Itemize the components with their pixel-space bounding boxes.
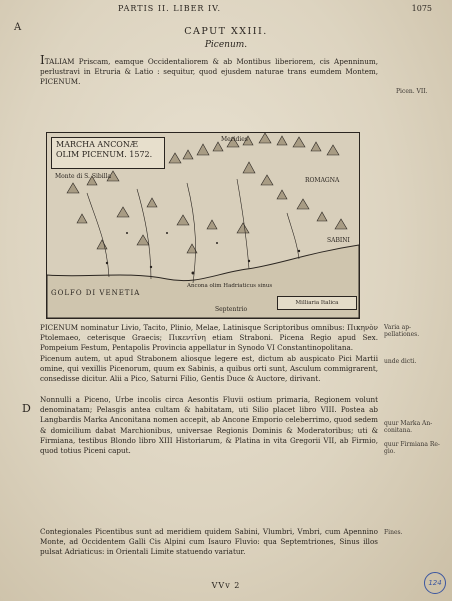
map-label-romagna: ROMAGNA: [305, 177, 340, 184]
map-cartouche: [51, 137, 165, 169]
paragraph-history-text: Nonnulli a Piceno, Urbe incolis circa Aesontis Fluvii ostium primaria, Regionem volunt denominatam; Pelasgis antea cultam & habitatam, uti Silio placet libro VIII. Postea ab Langbardis Marka Anconitana nomen accepit, ab Ancone Emporio celeberrimo, quod sedem & domicilium dabat Marchionibus, universae Regionis Dominis & Moderatoribus; uti & Firmiana, testibus Blondo libro XIII Historiarum, & Platina in vita Gregorii VII, ab Firmio, quod totius Piceni caput.: [40, 395, 378, 456]
paragraph-borders-text: Contegionales Picentibus sunt ad meridiem quidem Sabini, Vlumbri, Vmbri, cum Apennino Monte, ad Occidentem Galli Cis Alpini cum Isauro Fluvio: qua Septemtriones, Sinus illos pulsat Adriaticus: in Orientali Limite statuendo variatur.: [40, 527, 378, 557]
library-stamp: 124: [424, 572, 446, 594]
section-letter: D: [22, 402, 31, 415]
paragraph-borders: [40, 527, 378, 558]
margin-note: quur Marka An-conitana.: [384, 420, 433, 434]
paragraph-intro-text: TALIAM Priscam, eamque Occidentaliorem & ab Montibus liberiorem, cis Apenninum, perlustravi in Etruria & Latio : sequitur, quod ejusdem naturae trans eumdem Montem, PICENUM.: [40, 57, 378, 87]
chapter-heading: CAPUT XXIII.: [184, 26, 268, 37]
paragraph-names: [40, 323, 378, 354]
chapter-subtitle: Picenum.: [204, 40, 248, 50]
paragraph-origin: [40, 354, 378, 385]
map-title-line-2: OLIM PICENUM. 1572.: [56, 150, 153, 159]
running-head: PARTIS II. LIBER IV.: [118, 4, 222, 13]
map-title-line-1: MARCHA ANCONÆ: [56, 140, 138, 149]
map-label-meridies: Meridies: [221, 136, 248, 143]
paragraph-origin-text: Picenum autem, ut apud Strabonem aliosque legere est, dictum ab auspicato Pici Martii omine, qui vexillis Picenorum, quum ex Sabinis, a quibus orti sunt, Asculum commigrarent, consedisse dicitur. Alii a Pico, Saturni Filio, Gentis Duce & Auctore, dirivant.: [40, 354, 378, 384]
margin-note: Picen. VII.: [396, 88, 428, 95]
paragraph-names-text: PICENUM nominatur Livio, Tacito, Plinio, Melae, Latinisque Scriptoribus omnibus: Πικηνὸν Ptolemaeo, ceterisque Graecis; Πικεντῖνη etiam Straboni. Picena Regio apud Sex. Pompeium Festum, Pentapolis Provincia appellatur in Synodo VI Constantinopolitana.: [40, 323, 378, 353]
page-number: 1075: [411, 4, 432, 13]
margin-note: unde dicti.: [384, 358, 417, 365]
paragraph-history: [40, 395, 378, 456]
corner-letter: A: [14, 22, 22, 33]
map-label-ancona: Ancona olim Hadriaticus sinus: [187, 283, 273, 289]
margin-note: quur Firmiana Re-gio.: [384, 441, 440, 455]
drop-cap: I: [40, 53, 45, 67]
map-label-sabini: SABINI: [327, 237, 350, 244]
margin-note: Varia ap-pellationes.: [384, 324, 420, 338]
margin-note: Fines.: [384, 529, 403, 536]
map-label-septentrio: Septentrio: [215, 306, 248, 313]
map-scale-bar: Milliaria Italica: [277, 296, 357, 310]
paragraph-intro: [40, 53, 378, 88]
map-figure: [46, 132, 360, 319]
map-label-golfo: GOLFO DI VENETIA: [51, 289, 141, 297]
map-label-monte: Monte di S. Sibilla: [55, 173, 112, 180]
signature-mark: VVv 2: [211, 581, 241, 590]
